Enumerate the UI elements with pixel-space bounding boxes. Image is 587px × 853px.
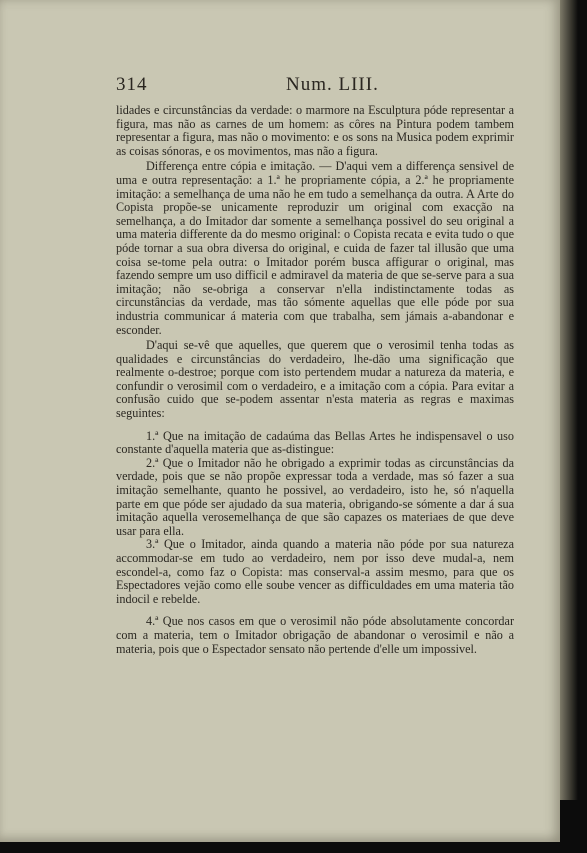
running-title: Num. LIII. bbox=[286, 74, 379, 95]
rule-3: 3.ª Que o Imitador, ainda quando a materia não póde por sua natureza accommodar-se em tudo ao verdadeiro, nem por isso deve mudal-a, nem escondel-a, como faz o Copista: mas conserval-a assim mesmo, para que os Espectadores vejão como elle soube vencer as difficuldades em uma materia tão indocil e rebelde. bbox=[116, 537, 514, 606]
rule-4: 4.ª Que nos casos em que o verosimil não póde absolutamente concordar com a materia, tem o Imitador obrigação de abandonar o verosimil e não a materia, pois que o Espectador sensato não pertende d'elle um impossivel. bbox=[116, 614, 514, 656]
body-text bbox=[116, 104, 514, 656]
paragraph-continuation: lidades e circunstâncias da verdade: o marmore na Esculptura póde representar a figura, mas não as carnes de um homem: as côres na Pintura podem tambem representar a figura, mas não o movimento: e os sons na Musica podem exprimir as coisas sónoras, e os movimentos, mas não a figura. bbox=[116, 103, 514, 158]
paragraph-copy-vs-imitation: Differença entre cópia e imitação. — D'aqui vem a differença sensivel de uma e outra representação: a 1.ª he propriamente cópia, a 2.ª he propriamente imitação: a semelhança de uma não he em tudo a semelhança da outra. A Arte do Copista propõe-se unicamente reproduzir um original com exacção na semelhança, a do Imitador dar somente a semelhança possivel do seu original a uma materia differente da do mesmo original: o Copista recata e evita tudo o que póde tornar a sua obra diversa do original, e cuida de fazer tal illusão que uma coisa se-tome pela outra: o Imitador porém busca affigurar o original, mas fazendo sempre um uso difficil e admiravel da materia de que se-serve para a sua imitação; não se-obriga a conservar n'ella indistinctamente todas as circunstâncias da verdade, mas tão sómente aquellas que elle póde por sua industria communicar á materia com que trabalha, sem jámais a-abandonar e esconder. bbox=[116, 159, 514, 337]
paragraph-verosimil: D'aqui se-vê que aquelles, que querem que o verosimil tenha todas as qualidades e circunstâncias do verdadeiro, lhe-dão uma significação que realmente o-destroe; porque com isto pertendem mudar a natureza da materia, e confundir o verosimil com o verdadeiro, e a imitação com a cópia. Para evitar a confusão cuido que se-podem assentar n'esta materia as regras e maximas seguintes: bbox=[116, 338, 514, 421]
page-edge-shadow bbox=[560, 0, 578, 800]
rule-2: 2.ª Que o Imitador não he obrigado a exprimir todas as circunstâncias da verdade, pois que se não propõe expressar toda a verdade, mas só fazer a sua imitação semelhante, quanto he possivel, ao verdadeiro, isto he, só n'aquella parte em que póde ser ajudado da sua materia, obrigando-se sómente a dar á sua imitação aquella verosemelhança de que são capazes os materiaes de que deve usar para ella. bbox=[116, 455, 514, 538]
page-number: 314 bbox=[116, 74, 148, 95]
page-header bbox=[116, 74, 476, 104]
rule-1: 1.ª Que na imitação de cadaúma das Bellas Artes he indispensavel o uso constante d'aquella materia que as-distingue: bbox=[116, 428, 514, 457]
